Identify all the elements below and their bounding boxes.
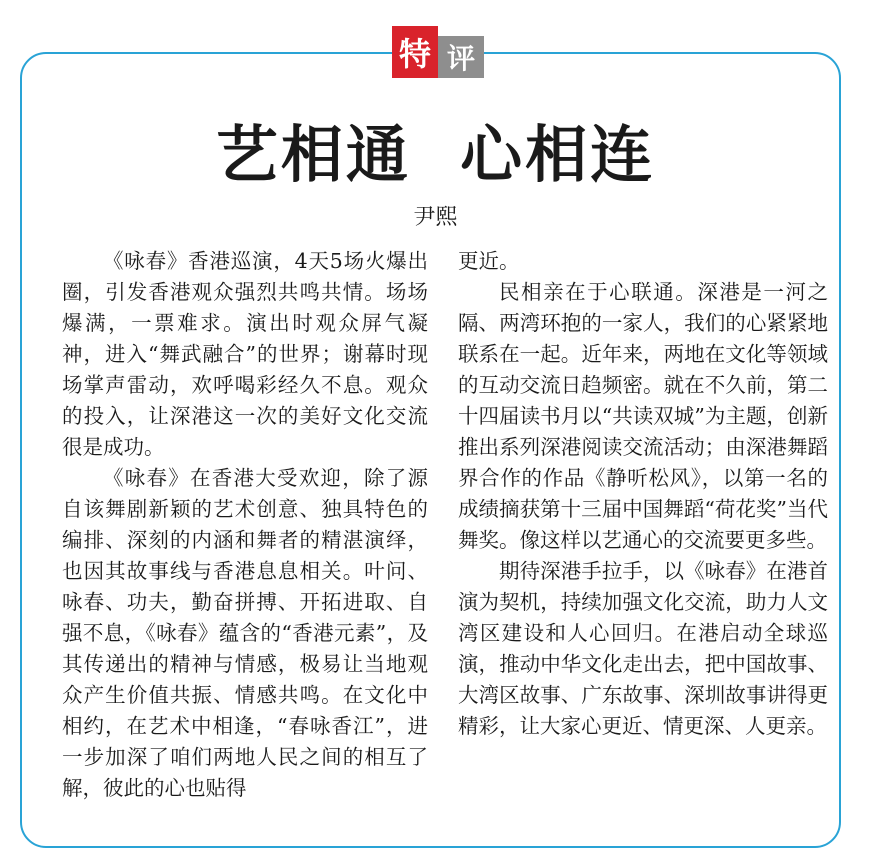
paragraph-continued: 更近。 — [458, 249, 520, 273]
badge-char-ping: 评 — [438, 36, 484, 78]
paragraph: 《咏春》香港巡演，4天5场火爆出圈，引发香港观众强烈共鸣共情。场场爆满，一票难求。演出时观众屏气凝神，进入“舞武融合”的世界；谢幕时现场掌声雷动，欢呼喝彩经久不息。观众的投入，让深港这一次的美好文化交流很是成功。 — [62, 249, 428, 459]
text-column-left — [62, 246, 428, 804]
paragraph: 期待深港手拉手，以《咏春》在港首演为契机，持续加强文化交流，助力人文湾区建设和人心回归。在港启动全球巡演，推动中华文化走出去，把中国故事、大湾区故事、广东故事、深圳故事讲得更精彩，让大家心更近、情更深、人更亲。 — [458, 559, 828, 738]
article-headline: 艺相通 心相连 — [215, 118, 656, 191]
badge-char-te: 特 — [392, 26, 438, 78]
feature-badge — [392, 26, 484, 78]
article-byline: 尹熙 — [413, 205, 458, 230]
paragraph: 民相亲在于心联通。深港是一河之隔、两湾环抱的一家人，我们的心紧紧地联系在一起。近年来，两地在文化等领域的互动交流日趋频密。就在不久前，第二十四届读书月以“共读双城”为主题，创新推出系列深港阅读交流活动；由深港舞蹈界合作的作品《静听松风》，以第一名的成绩摘获第十三届中国舞蹈“荷花奖”当代舞奖。像这样以艺通心的交流要更多些。 — [458, 280, 828, 552]
paragraph: 《咏春》在香港大受欢迎，除了源自该舞剧新颖的艺术创意、独具特色的编排、深刻的内涵和舞者的精湛演绎，也因其故事线与香港息息相关。叶问、咏春、功夫，勤奋拼搏、开拓进取、自强不息，《咏春》蕴含的“香港元素”，及其传递出的精神与情感，极易让当地观众产生价值共振、情感共鸣。在文化中相约，在艺术中相逢，“春咏香江”，进一步加深了咱们两地人民之间的相互了解，彼此的心也贴得 — [62, 466, 428, 800]
text-column-right — [458, 246, 828, 742]
